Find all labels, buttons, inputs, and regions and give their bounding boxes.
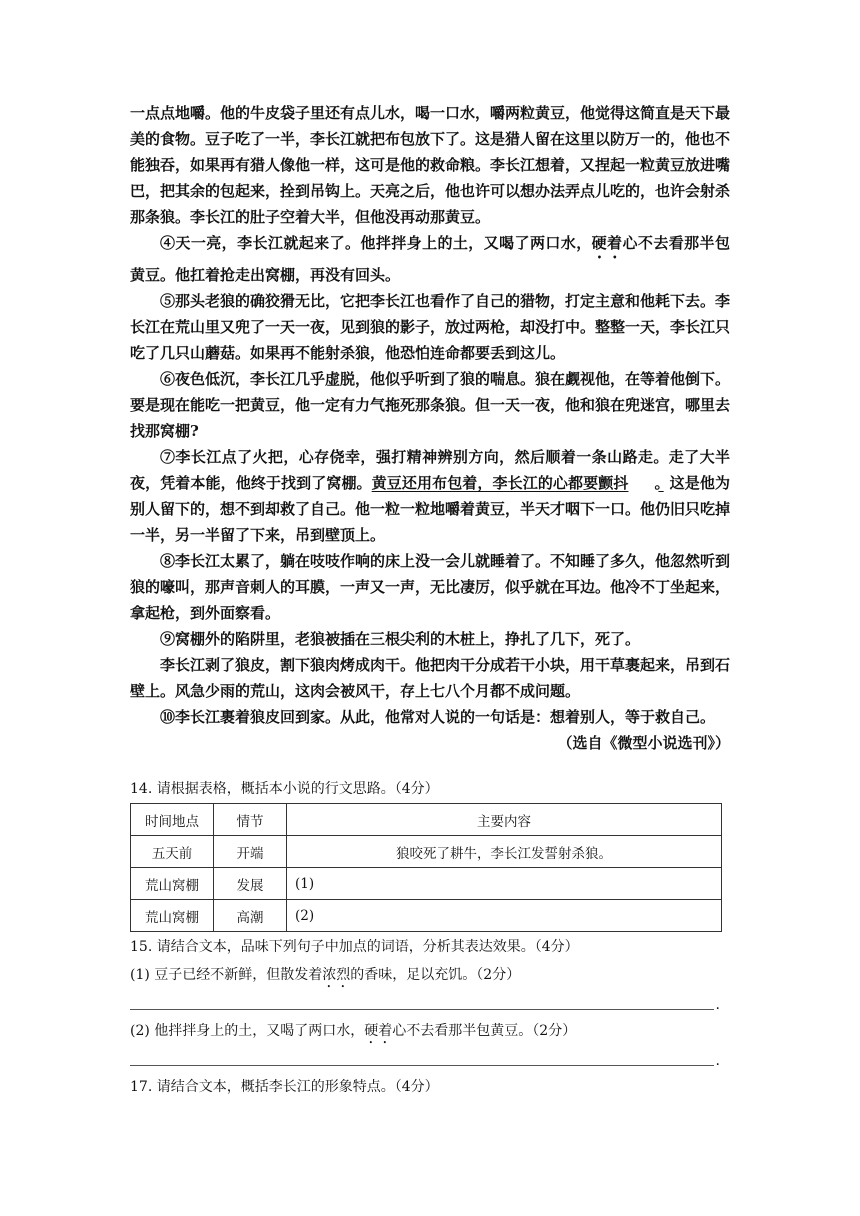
question-14-title: 14. 请根据表格，概括本小说的行文思路。（4分） <box>130 781 439 797</box>
table-cell: 发展 <box>214 868 287 900</box>
header-plot: 情节 <box>214 804 287 836</box>
exam-page <box>130 100 730 1098</box>
table-cell: 高潮 <box>214 900 287 932</box>
answer-line-1[interactable]: . <box>130 991 714 1010</box>
answer-cell-1[interactable]: (1) <box>287 868 722 900</box>
table-row <box>131 868 722 900</box>
table-cell: 五天前 <box>131 836 214 868</box>
answer-cell-2[interactable]: (2) <box>287 900 722 932</box>
story-paragraph-5: ⑤那头老狼的确狡猾无比，它把李长江也看作了自己的猎物，打定主意和他耗下去。李长江在荒山里又兜了一天一夜，见到狼的影子，放过两枪，却没打中。整整一天，李长江只吃了几只山蘑菇。如果再不能射杀狼，他恐怕连命都要丢到这儿。 <box>130 292 731 362</box>
question-17-title: 17. 请结合文本，概括李长江的形象特点。（4分） <box>130 1079 439 1095</box>
story-paragraph-9b: 李长江剥了狼皮，割下狼肉烤成肉干。他把肉干分成若干小块，用干草裹起来，吊到石壁上。风急少雨的荒山，这肉会被风干，存上七八个月都不成问题。 <box>130 656 731 700</box>
header-main-content: 主要内容 <box>287 804 722 836</box>
table-cell: 荒山窝棚 <box>131 868 214 900</box>
underlined-blank <box>628 470 654 496</box>
table-cell: 开端 <box>214 836 287 868</box>
story-paragraph-4: ④天一亮，李长江就起来了。他拌拌身上的土，又喝了两口水，硬着心不去看那半包黄豆。他扛着抢走出窝棚，再没有回头。 <box>130 234 730 284</box>
story-source: （选自《微型小说选刊》） <box>557 734 730 752</box>
story-paragraph-9: ⑨窝棚外的陷阱里，老狼被插在三根尖利的木桩上，挣扎了几下，死了。 <box>160 630 641 648</box>
table-row <box>131 900 722 932</box>
question-15-sentence-2: (2) 他拌拌身上的土，又喝了两口水，硬着心不去看那半包黄豆。（2分） <box>130 1023 577 1039</box>
underlined-sentence: 黄豆还用布包着，李长江的心都要颤抖 <box>371 474 629 492</box>
header-time-place: 时间地点 <box>131 804 214 836</box>
plot-table <box>130 803 722 932</box>
story-paragraph-10: ⑩李长江裹着狼皮回到家。从此，他常对人说的一句话是：想着别人，等于救自己。 <box>160 708 716 726</box>
emphasized-word: 硬着 <box>591 234 623 252</box>
story-paragraph-3-end: 一点点地嚼。他的牛皮袋子里还有点儿水，喝一口水，嚼两粒黄豆，他觉得这简直是天下最美的食物。豆子吃了一半，李长江就把布包放下了。这是猎人留在这里以防万一的，他也不能独吞，如果再有猎人像他一样，这可是他的救命粮。李长江想着，又捏起一粒黄豆放进嘴巴，把其余的包起来，拴到吊钩上。天亮之后，他也许可以想办法弄点儿吃的，也许会射杀那条狼。李长江的肚子空着大半，但他没再动那黄豆。 <box>130 104 731 226</box>
question-15-sentence-1: (1) 豆子已经不新鲜，但散发着浓烈的香味，足以充饥。（2分） <box>130 967 521 983</box>
table-header-row <box>131 804 722 836</box>
emphasized-word: 浓烈 <box>322 967 351 983</box>
table-cell: 荒山窝棚 <box>131 900 214 932</box>
story-paragraph-6: ⑥夜色低沉，李长江几乎虚脱，他似乎听到了狼的喘息。狼在觑视他，在等着他倒下。要是现在能吃一把黄豆，他一定有力气拖死那条狼。但一天一夜，他和狼在兜迷宫，哪里去找那窝棚? <box>130 370 731 440</box>
story-paragraph-7: ⑦李长江点了火把，心存侥幸，强打精神辨别方向，然后顺着一条山路走。走了大半夜，凭着本能，他终于找到了窝棚。黄豆还用布包着，李长江的心都要颤抖 。这是他为别人留下的，想不到却救了自己。他一粒一粒地嚼着黄豆，半天才咽下一口。他仍旧只吃掉一半，另一半留了下来，吊到壁顶上。 <box>130 448 731 544</box>
table-cell: 狼咬死了耕牛，李长江发誓射杀狼。 <box>287 836 722 868</box>
emphasized-word: 硬着 <box>364 1023 393 1039</box>
story-paragraph-8: ⑧李长江太累了，躺在吱吱作响的床上没一会儿就睡着了。不知睡了多久，他忽然听到狼的嚎叫，那声音刺人的耳膜，一声又一声，无比凄厉，似乎就在耳边。他冷不丁坐起来，拿起枪，到外面察看。 <box>130 552 731 622</box>
question-15-title: 15. 请结合文本，品味下列句子中加点的词语，分析其表达效果。（4分） <box>130 939 579 955</box>
table-row <box>131 836 722 868</box>
answer-line-2[interactable]: . <box>130 1047 714 1066</box>
